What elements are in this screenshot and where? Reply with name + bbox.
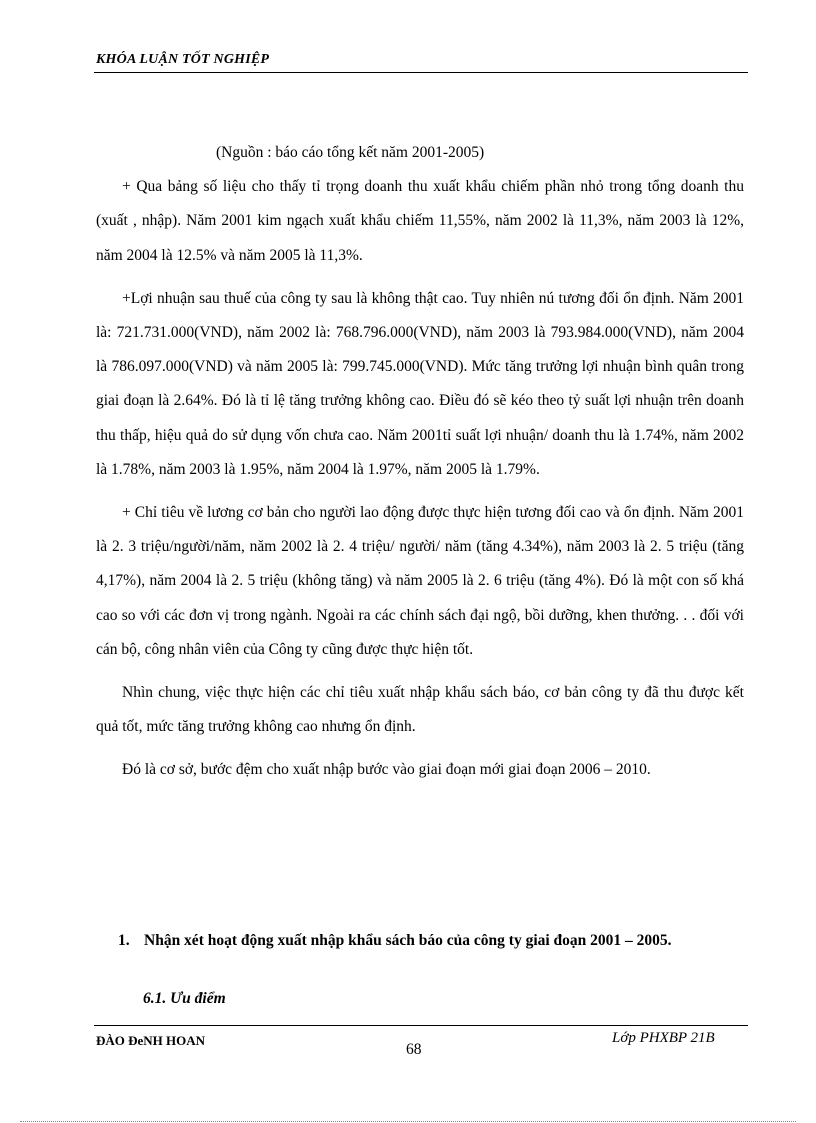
header-divider — [94, 72, 748, 73]
footer-author: ĐÀO ĐeNH HOAN — [96, 1033, 206, 1048]
paragraph-foundation: Đó là cơ sở, bước đệm cho xuất nhập bước vào giai đoạn mới giai đoạn 2006 – 2010. — [122, 761, 651, 779]
source-note: (Nguồn : báo cáo tổng kết năm 2001-2005) — [216, 144, 485, 161]
section-title: Nhận xét hoạt động xuất nhập khẩu sách báo của công ty giai đoạn 2001 – 2005. — [144, 932, 672, 949]
body-text — [96, 136, 744, 788]
paragraph-salary: + Chỉ tiêu về lương cơ bản cho người lao động được thực hiện tương đối cao và ổn định. Năm 2001 là 2. 3 triệu/người/năm, năm 2002 là 2. 4 triệu/ người/ năm (tăng 4.34%), năm 2003 là 2. 5 triệu (tăng 4,17%), năm 2004 là 2. 5 triệu (không tăng) và năm 2005 là 2. 6 triệu (tăng 4%). Đó là một con số khá cao so với các đơn vị trong ngành. Ngoài ra các chính sách đại ngộ, bồi dưỡng, khen thưởng. . . đối với cán bộ, công nhân viên của Công ty cũng được thực hiện tốt. — [96, 504, 744, 658]
page-number: 68 — [406, 1041, 422, 1058]
footer-class-label: Lớp PHXBP 21B — [612, 1030, 715, 1046]
paragraph-profit: +Lợi nhuận sau thuế của công ty sau là không thật cao. Tuy nhiên nú tương đối ổn định. Năm 2001 là: 721.731.000(VND), năm 2002 là: 768.796.000(VND), năm 2003 là 793.984.000(VND), năm 2004 là 786.097.000(VND) và năm 2005 là: 799.745.000(VND). Mức tăng trưởng lợi nhuận bình quân trong giai đoạn là 2.64%. Đó là tỉ lệ tăng trưởng không cao. Điều đó sẽ kéo theo tỷ suất lợi nhuận trên doanh thu thấp, hiệu quả do sử dụng vốn chưa cao. Năm 2001tỉ suất lợi nhuận/ doanh thu là 1.74%, năm 2002 là 1.78%, năm 2003 là 1.95%, năm 2004 là 1.97%, năm 2005 là 1.79%. — [96, 289, 744, 478]
paragraph-summary: Nhìn chung, việc thực hiện các chỉ tiêu xuất nhập khẩu sách báo, cơ bản công ty đã thu được kết quả tốt, mức tăng trưởng không cao nhưng ổn định. — [96, 684, 744, 736]
header-title: KHÓA LUẬN TỐT NGHIỆP — [96, 52, 270, 67]
paragraph-export-share: + Qua bảng số liệu cho thấy tỉ trọng doanh thu xuất khẩu chiếm phần nhỏ trong tổng doanh thu (xuất , nhập). Năm 2001 kim ngạch xuất khẩu chiếm 11,55%, năm 2002 là 11,3%, năm 2003 là 12%, năm 2004 là 12.5% và năm 2005 là 11,3%. — [96, 178, 744, 264]
section-number: 1. — [118, 932, 130, 949]
footer-divider — [94, 1025, 748, 1026]
page-bottom-border — [20, 1121, 796, 1122]
section-heading — [118, 924, 744, 958]
subsection-title: 6.1. Ưu điểm — [143, 990, 226, 1007]
